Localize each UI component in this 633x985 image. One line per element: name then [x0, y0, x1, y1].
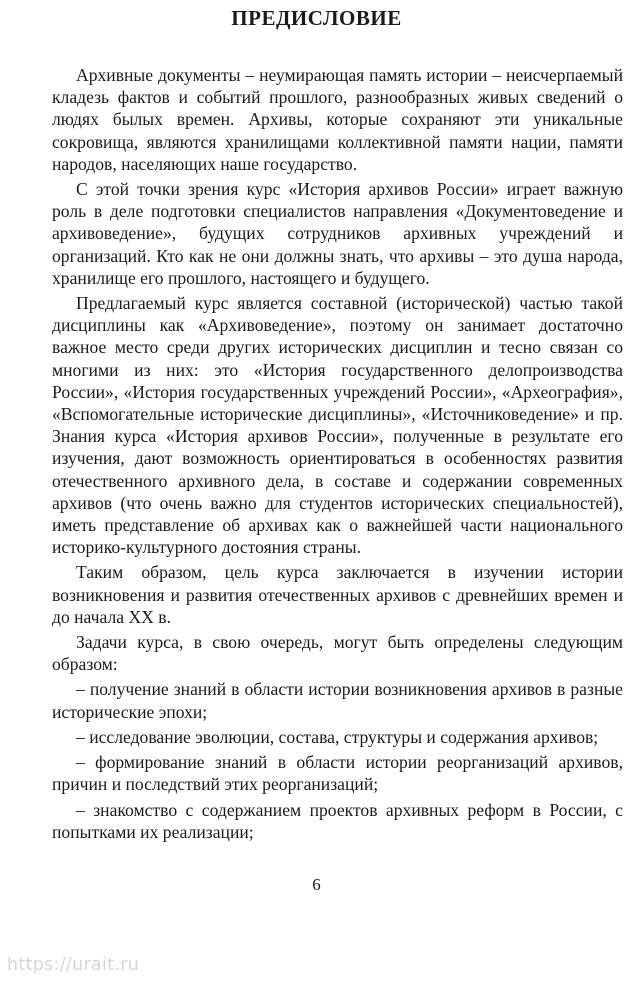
list-item: – исследование эволюции, состава, структуры и содержания архивов; — [76, 726, 599, 747]
paragraph: Предлагаемый курс является составной (исторической) частью такой дисциплины как «Архивоведение», поэтому он занимает достаточно важное место среди других исторических дисциплин и тесно связан со многими из них: это «История государственного делопроизводства России», «История государственных учреждений России», «Археография», «Вспомогательные исторические дисциплины», «Источниковедение» и пр. Знания курса «История архивов России», полученные в результате его изучения, дают возможность ориентироваться в особенностях развития отечественного архивного дела, в составе и содержании современных архивов (что очень важно для студентов исторических специальностей), иметь представление об архивах как о важнейшей части национального историко-культурного достояния страны. — [52, 293, 623, 558]
body-text — [52, 64, 623, 846]
page-number: 6 — [312, 875, 321, 894]
paragraph: Таким образом, цель курса заключается в изучении истории возникновения и развития отечественных архивов с древнейших времен и до начала XX в. — [52, 562, 623, 627]
list-item: – формирование знаний в области истории реорганизаций архивов, причин и последствий этих реорганизаций; — [52, 752, 623, 795]
paragraph: Задачи курса, в свою очередь, могут быть определены следующим образом: — [52, 632, 623, 675]
list-item: – знакомство с содержанием проектов архивных реформ в России, с попытками их реализации; — [52, 799, 623, 842]
paragraph: Архивные документы – неумирающая память истории – неисчерпаемый кладезь фактов и событий прошлого, разнообразных живых сведений о людях былых времен. Архивы, которые сохраняют эти уникальные сокровища, являются хранилищами коллективной памяти нации, памяти народов, населяющих наше государство. — [52, 65, 623, 174]
watermark-url: https://urait.ru — [7, 955, 140, 975]
list-item: – получение знаний в области истории возникновения архивов в разные исторические эпохи; — [52, 679, 623, 722]
paragraph: С этой точки зрения курс «История архивов России» играет важную роль в деле подготовки специалистов направления «Документоведение и архивоведение», будущих сотрудников архивных учреждений и организаций. Кто как не они должны знать, что архивы – это душа народа, хранилище его прошлого, настоящего и будущего. — [52, 179, 623, 288]
page-title: ПРЕДИСЛОВИЕ — [231, 6, 402, 30]
